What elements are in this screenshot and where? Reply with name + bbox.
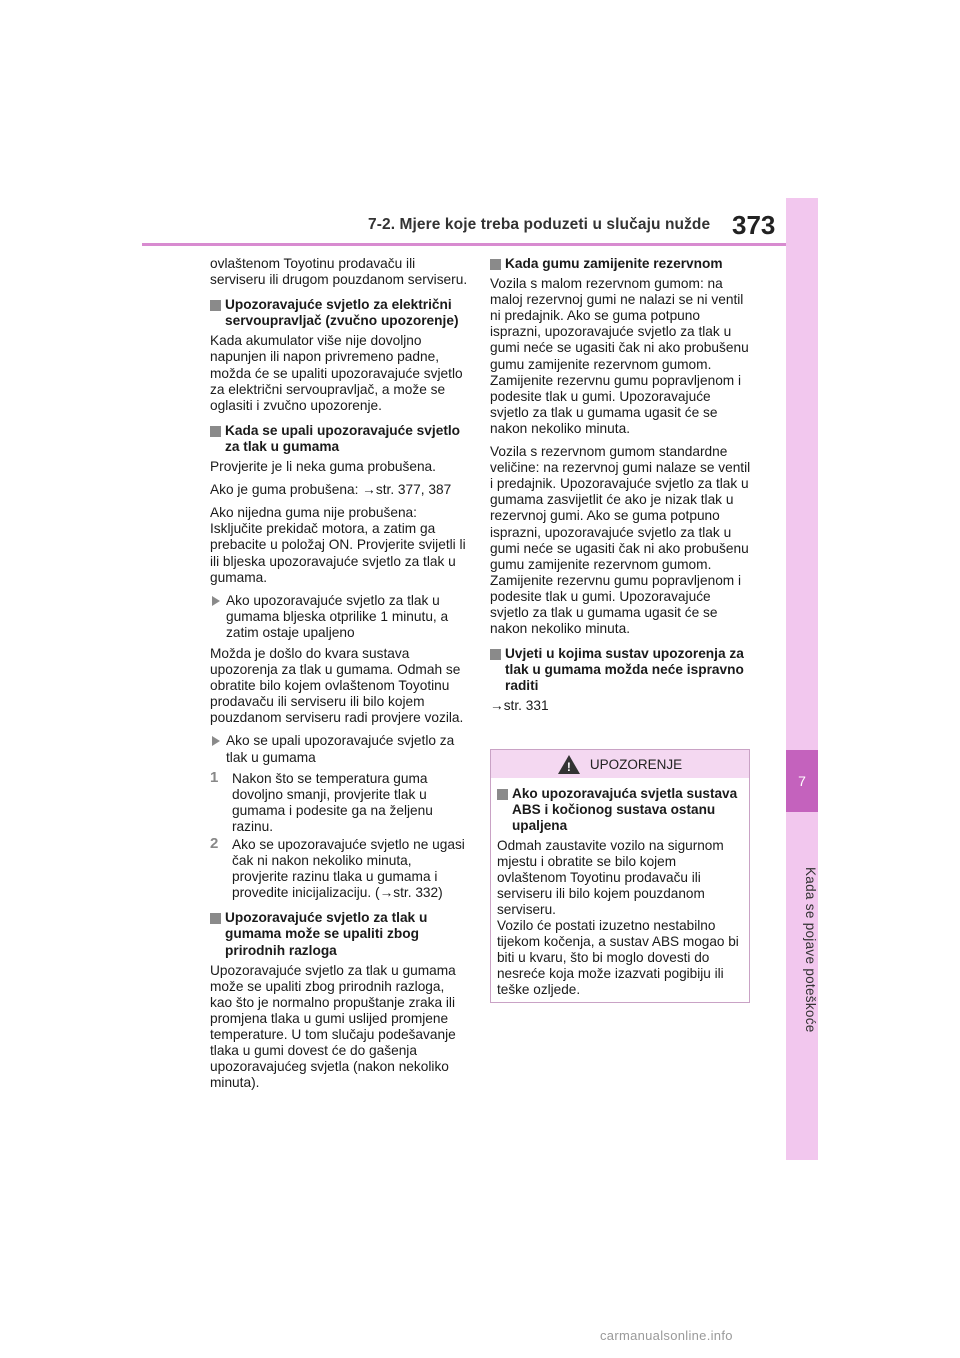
warning-heading: Ako upozoravajuća svjetla sustava ABS i kočionog sustava ostanu upaljena: [497, 786, 743, 834]
paragraph: Vozila s rezervnom gumom standardne veličine: na rezervnoj gumi nalaze se ventil i predajnik. Upozoravajuće svjetlo za tlak u gumama zasvijetlit će ako je nizak tlak u rezervnoj gumi. Ako se guma potpuno isprazni, upozoravajuće svjetlo za tlak u gumi neće se ugasiti čak ni ako probušenu gumu zamijenite rezervnom gumom. Zamijenite rezervnu gumu popravljenom i podesite tlak u gumi. Upozoravajuće svjetlo za tlak u gumama ugasit će se nakon nekoliko minuta.: [490, 444, 751, 637]
paragraph: Kada akumulator više nije dovoljno napunjen ili napon privremeno padne, možda će se upaliti upozoravajuće svjetlo za električni servoupravljač, a može se oglasiti i zvučno upozorenje.: [210, 333, 463, 413]
warning-paragraph: Vozilo će postati izuzetno nestabilno tijekom kočenja, a sustav ABS mogao bi biti u kvaru, što bi moglo dovesti do nesreće koja može izazvati pogibiju ili teške ozljede.: [497, 918, 739, 997]
heading-conditions: Uvjeti u kojima sustav upozorenja za tlak u gumama možda neće ispravno raditi: [490, 646, 752, 694]
paragraph: Provjerite je li neka guma probušena.: [210, 459, 436, 475]
triangle-bullet-icon: [212, 736, 220, 746]
warning-title: UPOZORENJE: [589, 756, 683, 772]
page-reference-paragraph: Ako je guma probušena: →str. 377, 387: [210, 482, 452, 498]
warning-paragraph: Odmah zaustavite vozilo na sigurnom mjestu i obratite se bilo kojem ovlaštenom Toyotinu prodavaču ili serviseru ili bilo kojem pouzdanom serviseru.: [497, 838, 724, 917]
bullet-text: Ako upozoravajuće svjetlo za tlak u gumama bljeska otprilike 1 minutu, a zatim ostaje upaljeno: [226, 592, 449, 640]
step-item: [210, 768, 468, 835]
heading-natural-reasons: Upozoravajuće svjetlo za tlak u gumama može se upaliti zbog prirodnih razloga: [210, 910, 468, 958]
page-number: 373: [732, 210, 776, 240]
heading-spare-tire: Kada gumu zamijenite rezervnom: [490, 256, 752, 272]
triangle-bullet-icon: [212, 596, 220, 606]
step-item: [210, 837, 468, 901]
intro-paragraph: ovlaštenom Toyotinu prodavaču ili serviseru ili drugom pouzdanom serviseru.: [210, 256, 468, 288]
warning-header: [491, 750, 749, 778]
right-column: [490, 256, 752, 722]
paragraph: Vozila s malom rezervnom gumom: na maloj rezervnoj gumi ne nalazi se ni ventil ni predajnik. Ako se guma potpuno isprazni, upozoravajuće svjetlo za tlak u gumi neće se ugasiti čak ni ako probušenu gumu zamijenite rezervnom gumom. Zamijenite rezervnu gumu popravljenom i podesite tlak u gumi. Upozoravajuće svjetlo za tlak u gumama ugasit će se nakon nekoliko minuta.: [490, 276, 749, 436]
step-text: Nakon što se temperatura guma dovoljno smanji, provjerite tlak u gumama i podesite ga na željenu razinu.: [232, 770, 433, 834]
paragraph: Upozoravajuće svjetlo za tlak u gumama može se upaliti zbog prirodnih razloga, kao što je normalno propuštanje zraka ili promjena tlaka u gumi uslijed promjene temperature. U tom slučaju podešavanje tlaka u gumi dovest će do gašenja upozoravajućeg svjetla (nakon nekoliko minuta).: [210, 962, 456, 1091]
chapter-number-tab[interactable]: 7: [786, 750, 818, 812]
heading-power-steering: Upozoravajuće svjetlo za električni servoupravljač (zvučno upozorenje): [210, 297, 468, 329]
step-text: Ako se upozoravajuće svjetlo ne ugasi čak ni nakon nekoliko minuta, provjerite razinu tlaka u gumama i provedite inicijalizaciju. (→str. 332): [232, 837, 465, 901]
chapter-title-vertical: Kada se pojave poteškoće: [803, 867, 818, 1033]
step-number: 1: [210, 768, 219, 786]
paragraph: Možda je došlo do kvara sustava upozorenja za tlak u gumama. Odmah se obratite bilo kojem ovlaštenom Toyotinu prodavaču ili serviseru ili bilo kojem pouzdanom serviseru radi provjere vozila.: [210, 645, 464, 726]
warning-box: [490, 749, 750, 1003]
warning-triangle-icon: !: [558, 755, 580, 774]
step-number: 2: [210, 835, 219, 852]
bullet-text: Ako se upali upozoravajuće svjetlo za tlak u gumama: [226, 733, 455, 765]
heading-tire-pressure-light: Kada se upali upozoravajuće svjetlo za tlak u gumama: [210, 423, 468, 455]
bullet-item: [210, 593, 468, 641]
warning-body: [491, 778, 749, 998]
section-title: 7-2. Mjere koje treba poduzeti u slučaju nužde: [368, 216, 711, 233]
header-rule: [142, 243, 786, 246]
left-column: [210, 256, 468, 1098]
watermark: carmanualsonline.info: [600, 1328, 733, 1343]
paragraph: Ako nijedna guma nije probušena: Isključite prekidač motora, a zatim ga prebacite u položaj ON. Provjerite svijetli li ili bljeska upozoravajuće svjetlo za tlak u gumama.: [210, 505, 466, 585]
bullet-item: [210, 733, 468, 765]
page-reference-paragraph: →str. 331: [490, 698, 549, 714]
